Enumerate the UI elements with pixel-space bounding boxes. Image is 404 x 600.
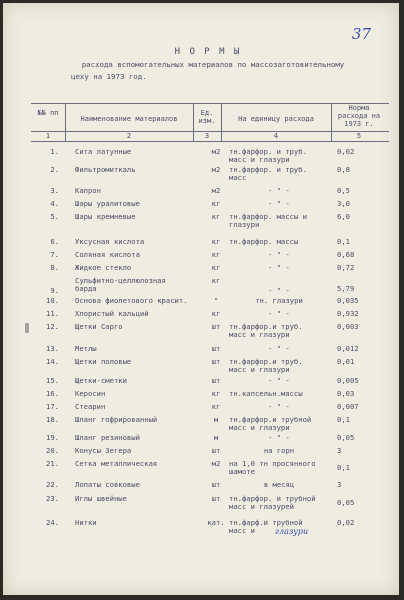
norm-value: 0,72 <box>337 263 355 272</box>
row-number: 6. <box>50 237 59 246</box>
norm-value: 0,05 <box>337 433 355 442</box>
unit: м2 <box>211 459 221 468</box>
unit: " <box>213 296 219 305</box>
norm-value: 0,1 <box>337 463 350 472</box>
norm-value: 0,02 <box>337 147 355 156</box>
material-name: Шары кремневые <box>75 212 136 221</box>
unit: шт <box>211 322 221 331</box>
material-name: Конусы Зегера <box>75 446 132 455</box>
material-name: Соляная кислота <box>75 250 140 259</box>
row-number: 11. <box>46 309 59 318</box>
norm-value: 0,03 <box>337 389 355 398</box>
material-name: Шары уралитовые <box>75 199 140 208</box>
norm-value: 0,003 <box>337 322 359 331</box>
material-name: Уксусная кислота <box>75 237 145 246</box>
norm-value: 0,02 <box>337 518 355 527</box>
header-basis: На единицу расхода <box>238 115 314 123</box>
header-name: Наименование материалов <box>80 115 178 123</box>
row-number: 3. <box>50 186 59 195</box>
unit: кг <box>211 199 221 208</box>
row-number: 21. <box>46 459 59 468</box>
material-name: Сетка металлическая <box>75 459 158 468</box>
consumption-basis: в месяц <box>263 480 295 489</box>
row-number: 23. <box>46 494 59 503</box>
handwritten-note: глазури <box>275 527 309 536</box>
row-number: 7. <box>50 250 59 259</box>
unit: кг <box>211 309 221 318</box>
consumption-basis: - " - <box>268 186 290 195</box>
unit: кг <box>211 250 221 259</box>
header-unit: Ед. изм. <box>198 109 216 125</box>
consumption-basis: тн.фарфор.и труб. масс и глазури <box>229 357 303 374</box>
row-number: 1. <box>50 147 59 156</box>
unit: м <box>213 415 219 424</box>
material-name: Хлористый кальций <box>75 309 149 318</box>
material-name: Щетки половые <box>75 357 132 366</box>
row-number: 4. <box>50 199 59 208</box>
binder-hole-mark <box>25 323 29 333</box>
material-name: Сита латунные <box>75 147 132 156</box>
consumption-basis: - " - <box>268 402 290 411</box>
subtitle-line: цеху на 1973 год. <box>71 72 147 81</box>
consumption-basis: тн.фарф.и трубной масс и <box>229 518 303 535</box>
consumption-basis: тн.фарфор.и трубной масс и глазури <box>229 415 312 432</box>
column-divider <box>221 103 222 141</box>
material-name: Жидкое стекло <box>75 263 132 272</box>
consumption-basis: - " - <box>268 309 290 318</box>
handwritten-page-number: 37 <box>351 25 371 43</box>
unit: кг <box>211 276 221 285</box>
material-name: Иглы швейные <box>75 494 127 503</box>
row-number: 16. <box>46 389 59 398</box>
consumption-basis: - " - <box>268 376 290 385</box>
row-number: 22. <box>46 480 59 489</box>
norm-value: 0,035 <box>337 296 359 305</box>
norm-value: 0,012 <box>337 344 359 353</box>
unit: кг <box>211 212 221 221</box>
column-divider <box>193 103 194 141</box>
consumption-basis: тн.капсельн.массы <box>229 389 303 398</box>
consumption-basis: тн. глазури <box>255 296 303 305</box>
column-number: 1 <box>45 132 51 140</box>
norm-value: 0,1 <box>337 237 350 246</box>
consumption-basis: на горн <box>263 446 295 455</box>
row-number: 14. <box>46 357 59 366</box>
norm-value: 0,05 <box>337 498 355 507</box>
consumption-basis: - " - <box>268 433 290 442</box>
column-number: 2 <box>126 132 132 140</box>
row-number: 18. <box>46 415 59 424</box>
norm-value: 3 <box>337 446 342 455</box>
consumption-basis: на 1,0 тн просянного шамоте <box>229 459 316 476</box>
row-number: 5. <box>50 212 59 221</box>
unit: кг <box>211 389 221 398</box>
material-name: Шланг резиновый <box>75 433 140 442</box>
column-number: 4 <box>273 132 279 140</box>
row-number: 17. <box>46 402 59 411</box>
subtitle-line: расхода вспомогательных материалов по массозаготовительному <box>81 60 345 69</box>
material-name: Сульфитно-целлюлозная барда <box>75 276 166 293</box>
unit: кат. <box>207 518 225 527</box>
unit: шт <box>211 480 221 489</box>
norm-value: 3 <box>337 480 342 489</box>
material-name: Керосин <box>75 389 106 398</box>
material-name: Метлы <box>75 344 97 353</box>
row-number: 9. <box>50 286 59 295</box>
material-name: Фильтромиткаль <box>75 165 136 174</box>
document-page <box>3 3 399 595</box>
row-number: 15. <box>46 376 59 385</box>
consumption-basis: - " - <box>268 199 290 208</box>
norm-value: 0,005 <box>337 376 359 385</box>
material-name: Стеарин <box>75 402 106 411</box>
header-no: №№ пп <box>37 109 59 117</box>
material-name: Шланг гофрированный <box>75 415 158 424</box>
unit: кг <box>211 237 221 246</box>
row-number: 20. <box>46 446 59 455</box>
consumption-basis: - " - <box>268 286 290 295</box>
unit: шт <box>211 376 221 385</box>
norm-value: 0,8 <box>337 165 350 174</box>
norm-value: 0,68 <box>337 250 355 259</box>
norm-value: 0,007 <box>337 402 359 411</box>
material-name: Основа фиолетового красит. <box>75 296 188 305</box>
consumption-basis: - " - <box>268 263 290 272</box>
consumption-basis: тн.фарфор.и труб. масс и глазури <box>229 322 303 339</box>
material-name: Лопаты совковые <box>75 480 140 489</box>
table-colnum-bottom-border <box>31 141 389 142</box>
norm-value: 0,1 <box>337 415 350 424</box>
unit: шт <box>211 494 221 503</box>
consumption-basis: тн.фарфор. и труб. масс и глазури <box>229 147 307 164</box>
document-title: Н О Р М Ы <box>174 47 242 57</box>
consumption-basis: тн.фарфор. и труб. масс <box>229 165 307 182</box>
material-name: Щетки-сметки <box>75 376 127 385</box>
consumption-basis: - " - <box>268 250 290 259</box>
unit: шт <box>211 446 221 455</box>
row-number: 12. <box>46 322 59 331</box>
row-number: 13. <box>46 344 59 353</box>
column-number: 3 <box>204 132 210 140</box>
row-number: 8. <box>50 263 59 272</box>
row-number: 24. <box>46 518 59 527</box>
norm-value: 0,932 <box>337 309 359 318</box>
unit: м2 <box>211 147 221 156</box>
row-number: 10. <box>46 296 59 305</box>
column-divider <box>65 103 66 141</box>
document-subtitle <box>63 59 363 83</box>
unit: м <box>213 433 219 442</box>
row-number: 2. <box>50 165 59 174</box>
unit: м2 <box>211 165 221 174</box>
material-name: Щетки Сарго <box>75 322 123 331</box>
header-norm: Норма расхода на 1973 г. <box>337 104 381 128</box>
unit: кг <box>211 263 221 272</box>
norm-value: 5,79 <box>337 284 355 293</box>
unit: кг <box>211 402 221 411</box>
norm-value: 0,5 <box>337 186 350 195</box>
unit: м2 <box>211 186 221 195</box>
norm-value: 0,01 <box>337 357 355 366</box>
column-number: 5 <box>356 132 362 140</box>
unit: шт <box>211 357 221 366</box>
material-name: Капрон <box>75 186 101 195</box>
consumption-basis: тн.фарфор. и трубной масс и глазурей <box>229 494 316 511</box>
row-number: 19. <box>46 433 59 442</box>
consumption-basis: - " - <box>268 344 290 353</box>
norm-value: 3,0 <box>337 199 350 208</box>
norm-value: 6,0 <box>337 212 350 221</box>
consumption-basis: тн.фарфор. массы и глазури <box>229 212 307 229</box>
material-name: Нитки <box>75 518 97 527</box>
consumption-basis: тн.фарфор. массы <box>229 237 299 246</box>
column-divider <box>331 103 332 141</box>
unit: шт <box>211 344 221 353</box>
